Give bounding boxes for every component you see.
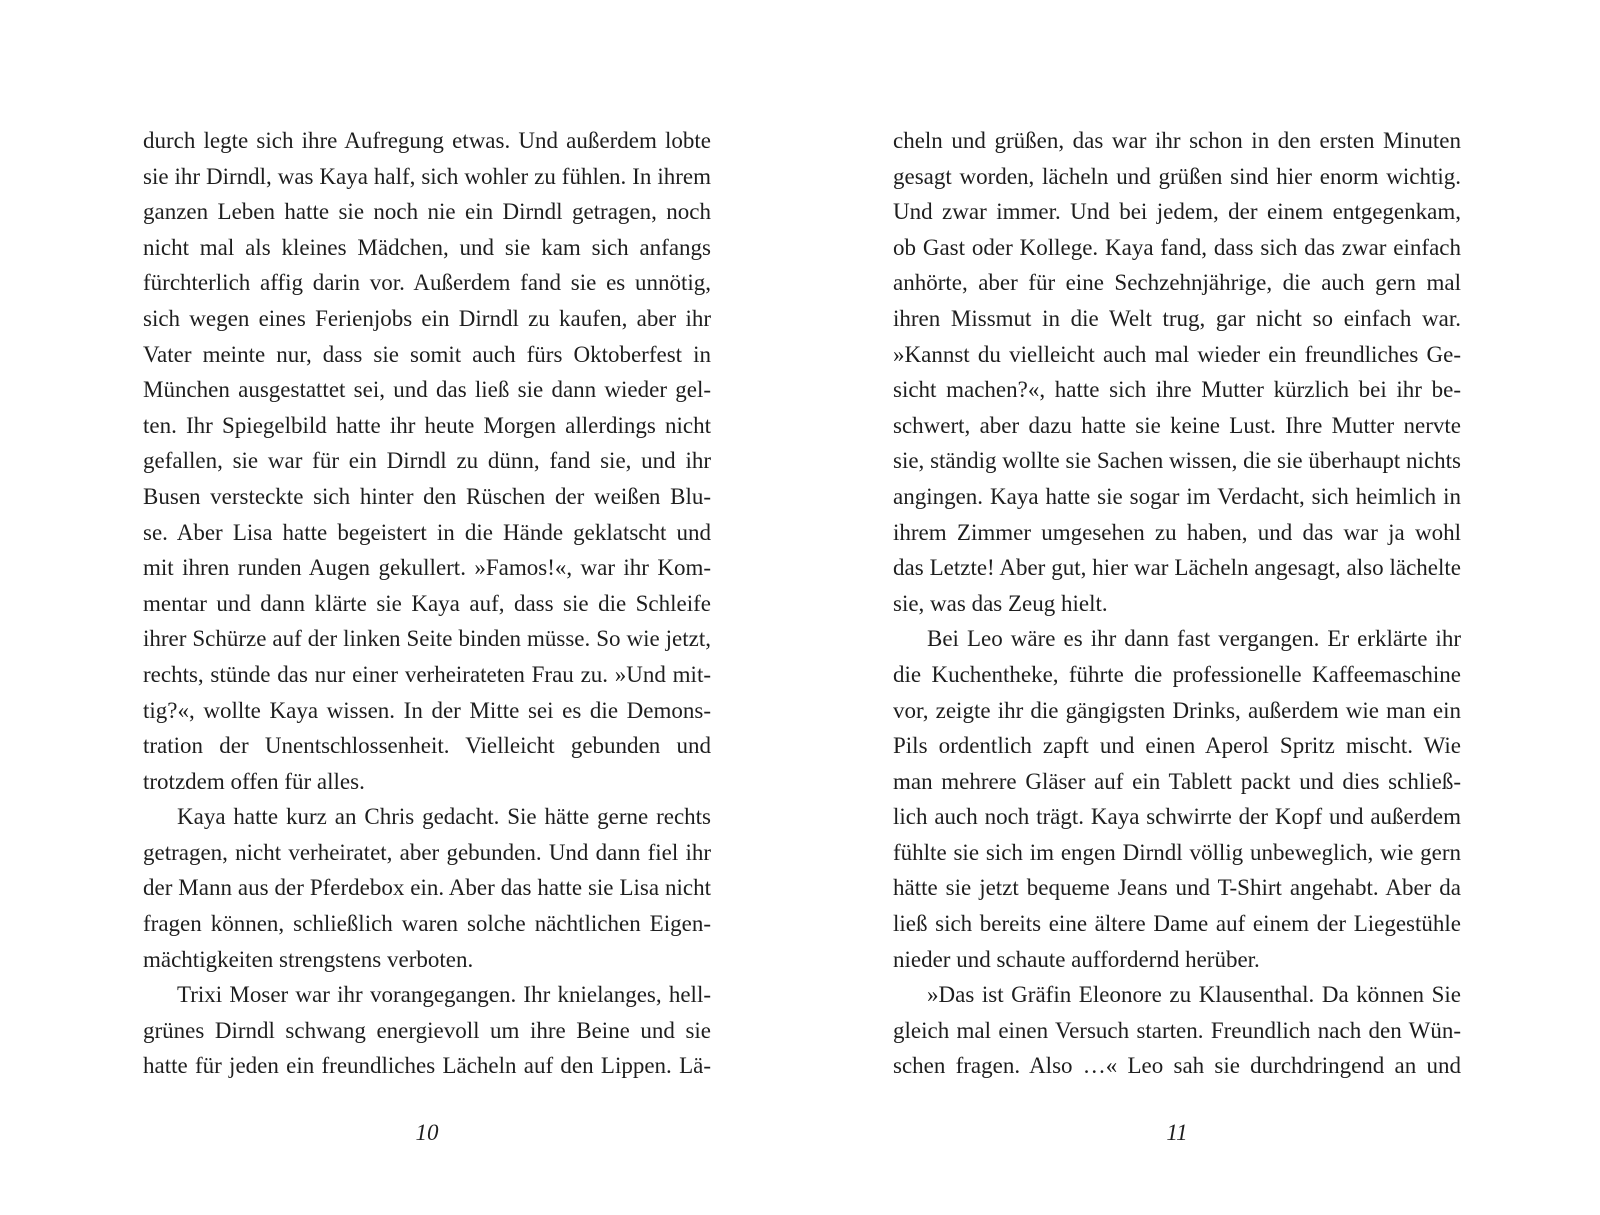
right-page-text <box>893 123 1461 1084</box>
left-page-text <box>143 123 711 1084</box>
text-line: trotzdem offen für alles. <box>143 768 365 794</box>
text-line: fragen können, schließlich waren solche nächtlichen Eigen- <box>143 911 711 937</box>
text-line: sicht machen?«, hatte sich ihre Mutter kürzlich bei ihr be- <box>893 377 1461 403</box>
text-line: se. Aber Lisa hatte begeistert in die Hände geklatscht und <box>143 519 711 545</box>
text-line: tration der Unentschlossenheit. Vielleicht gebunden und <box>143 733 711 759</box>
text-line: nieder und schaute auffordernd herüber. <box>893 946 1260 972</box>
text-line: anhörte, aber für eine Sechzehnjährige, die auch gern mal <box>893 270 1461 296</box>
text-line: sie, ständig wollte sie Sachen wissen, die sie überhaupt nichts <box>893 448 1461 474</box>
text-line: ließ sich bereits eine ältere Dame auf einem der Liegestühle <box>893 911 1461 937</box>
text-line: Kaya hatte kurz an Chris gedacht. Sie hätte gerne rechts <box>177 804 711 830</box>
text-line: angingen. Kaya hatte sie sogar im Verdacht, sich heimlich in <box>893 483 1461 509</box>
text-line: grünes Dirndl schwang energievoll um ihre Beine und sie <box>143 1017 711 1043</box>
right-page-number: 11 <box>1166 1120 1188 1145</box>
text-line: vor, zeigte ihr die gängigsten Drinks, außerdem wie man ein <box>893 697 1461 723</box>
text-line: getragen, nicht verheiratet, aber gebunden. Und dann fiel ihr <box>143 839 711 865</box>
text-line: das Letzte! Aber gut, hier war Lächeln angesagt, also lächelte <box>893 555 1461 581</box>
text-line: tig?«, wollte Kaya wissen. In der Mitte sei es die Demons- <box>143 697 711 723</box>
text-line: Bei Leo wäre es ihr dann fast vergangen. Er erklärte ihr <box>927 626 1461 652</box>
text-line: Busen versteckte sich hinter den Rüschen der weißen Blu- <box>143 483 711 509</box>
text-line: gesagt worden, lächeln und grüßen sind hier enorm wichtig. <box>893 163 1461 189</box>
text-line: sie ihr Dirndl, was Kaya half, sich wohler zu fühlen. In ihrem <box>143 163 711 189</box>
text-line: lich auch noch trägt. Kaya schwirrte der Kopf und außerdem <box>893 804 1461 830</box>
text-line: man mehrere Gläser auf ein Tablett packt und dies schließ- <box>893 768 1461 794</box>
text-line: der Mann aus der Pferdebox ein. Aber das hatte sie Lisa nicht <box>143 875 711 901</box>
text-line: sie, was das Zeug hielt. <box>893 590 1108 616</box>
text-line: ten. Ihr Spiegelbild hatte ihr heute Morgen allerdings nicht <box>143 412 711 438</box>
text-line: hatte für jeden ein freundliches Lächeln auf den Lippen. Lä- <box>143 1053 711 1079</box>
text-line: »Kannst du vielleicht auch mal wieder ein freundliches Ge- <box>893 341 1461 367</box>
text-line: Trixi Moser war ihr vorangegangen. Ihr knielanges, hell- <box>177 982 711 1008</box>
text-line: mit ihren runden Augen gekullert. »Famos!«, war ihr Kom- <box>143 555 711 581</box>
text-line: hätte sie jetzt bequeme Jeans und T-Shirt angehabt. Aber da <box>893 875 1461 901</box>
text-line: schen fragen. Also …« Leo sah sie durchdringend an und <box>893 1053 1461 1079</box>
right-page <box>893 123 1461 1084</box>
text-line: München ausgestattet sei, und das ließ sie dann wieder gel- <box>143 377 711 403</box>
text-line: cheln und grüßen, das war ihr schon in den ersten Minuten <box>893 128 1461 153</box>
left-page <box>143 123 711 1084</box>
text-line: ihrer Schürze auf der linken Seite binden müsse. So wie jetzt, <box>143 626 711 652</box>
text-line: nicht mal als kleines Mädchen, und sie kam sich anfangs <box>143 234 711 260</box>
text-line: gefallen, sie war für ein Dirndl zu dünn, fand sie, und ihr <box>143 448 711 474</box>
text-line: Und zwar immer. Und bei jedem, der einem entgegenkam, <box>893 199 1461 225</box>
text-line: ganzen Leben hatte sie noch nie ein Dirndl getragen, noch <box>143 199 711 225</box>
text-line: ob Gast oder Kollege. Kaya fand, dass sich das zwar einfach <box>893 234 1461 260</box>
text-line: fühlte sie sich im engen Dirndl völlig unbeweglich, wie gern <box>893 839 1461 865</box>
text-line: ihren Missmut in die Welt trug, gar nicht so einfach war. <box>893 305 1461 331</box>
text-line: mächtigkeiten strengstens verboten. <box>143 946 474 972</box>
text-line: gleich mal einen Versuch starten. Freundlich nach den Wün- <box>893 1017 1461 1043</box>
left-page-number: 10 <box>415 1120 439 1145</box>
text-line: »Das ist Gräfin Eleonore zu Klausenthal. Da können Sie <box>927 982 1461 1008</box>
text-line: ihrem Zimmer umgesehen zu haben, und das war ja wohl <box>893 519 1461 545</box>
text-line: Pils ordentlich zapft und einen Aperol Spritz mischt. Wie <box>893 733 1461 759</box>
text-line: Vater meinte nur, dass sie somit auch fürs Oktoberfest in <box>143 341 711 367</box>
text-line: fürchterlich affig darin vor. Außerdem fand sie es unnötig, <box>143 270 711 296</box>
text-line: durch legte sich ihre Aufregung etwas. Und außerdem lobte <box>143 128 711 153</box>
text-line: schwert, aber dazu hatte sie keine Lust. Ihre Mutter nervte <box>893 412 1461 438</box>
text-line: die Kuchentheke, führte die professionelle Kaffeemaschine <box>893 661 1461 687</box>
text-line: rechts, stünde das nur einer verheirateten Frau zu. »Und mit- <box>143 661 711 687</box>
text-line: sich wegen eines Ferienjobs ein Dirndl zu kaufen, aber ihr <box>143 305 711 331</box>
text-line: mentar und dann klärte sie Kaya auf, dass sie die Schleife <box>143 590 711 616</box>
